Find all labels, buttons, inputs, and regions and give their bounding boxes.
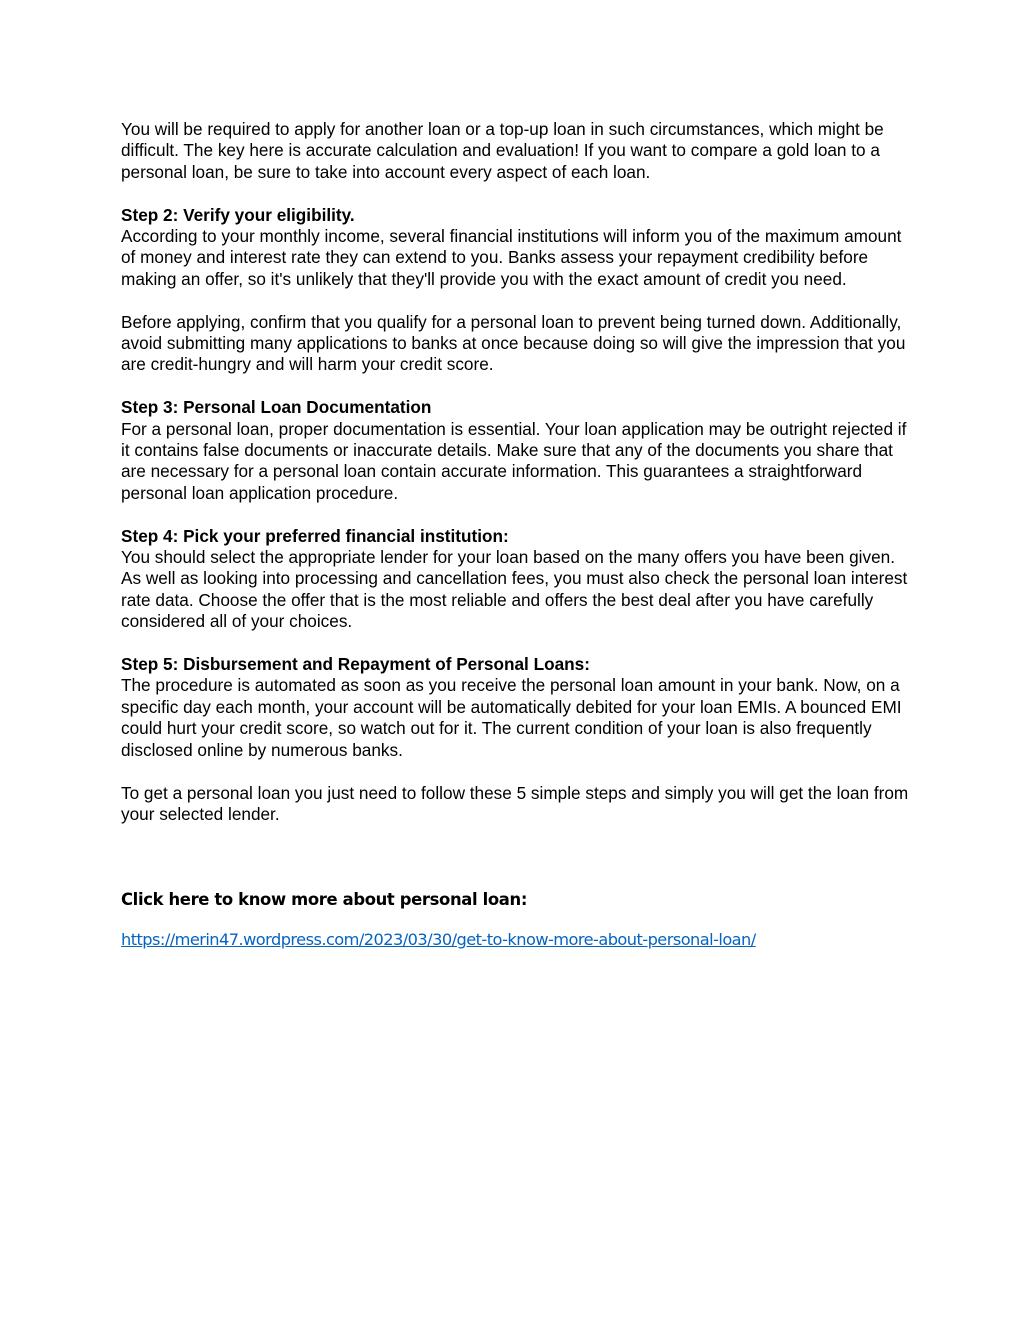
- conclusion-paragraph: To get a personal loan you just need to follow these 5 simple steps and simply you will get the loan from your selected lender.: [121, 782, 909, 824]
- step2-body: According to your monthly income, several financial institutions will inform you of the maximum amount of money and interest rate they can extend to you. Banks assess your repayment credibility before making an offer, so it's unlikely that they'll provide you with the exact amount of credit you need.: [121, 226, 902, 289]
- step4-section: [121, 526, 911, 633]
- step5-heading: Step 5: Disbursement and Repayment of Personal Loans:: [121, 654, 590, 675]
- step4-heading: Step 4: Pick your preferred financial institution:: [121, 525, 509, 546]
- step2-section: [121, 205, 911, 291]
- personal-loan-link[interactable]: https://merin47.wordpress.com/2023/03/30/get-to-know-more-about-personal-loan/: [121, 930, 756, 949]
- step5-section: [121, 654, 911, 761]
- step2-heading: Step 2: Verify your eligibility.: [121, 204, 355, 225]
- intro-paragraph: You will be required to apply for another loan or a top-up loan in such circumstances, which might be difficult. The key here is accurate calculation and evaluation! If you want to compare a gold loan to a personal loan, be sure to take into account every aspect of each loan.: [121, 119, 884, 182]
- step2-extra-paragraph: Before applying, confirm that you qualify for a personal loan to prevent being turned down. Additionally, avoid submitting many applications to banks at once because doing so will give the impression that you are credit-hungry and will harm your credit score.: [121, 311, 906, 375]
- step4-body: You should select the appropriate lender for your loan based on the many offers you have been given. As well as looking into processing and cancellation fees, you must also check the personal loan interest rate data. Choose the offer that is the most reliable and offers the best deal after you have carefully considered all of your choices.: [121, 547, 908, 632]
- step5-body: The procedure is automated as soon as you receive the personal loan amount in your bank. Now, on a specific day each month, your account will be automatically debited for your loan EMIs. A bounced EMI could hurt your credit score, so watch out for it. The current condition of your loan is also frequently disclosed online by numerous banks.: [121, 675, 902, 760]
- step3-body: For a personal loan, proper documentation is essential. Your loan application may be outright rejected if it contains false documents or inaccurate details. Make sure that any of the documents you share that are necessary for a personal loan contain accurate information. This guarantees a straightforward personal loan application procedure.: [121, 418, 907, 503]
- step3-section: [121, 397, 911, 504]
- cta-heading: Click here to know more about personal loan:: [121, 890, 528, 909]
- document-body: [121, 119, 911, 847]
- step3-heading: Step 3: Personal Loan Documentation: [121, 397, 432, 418]
